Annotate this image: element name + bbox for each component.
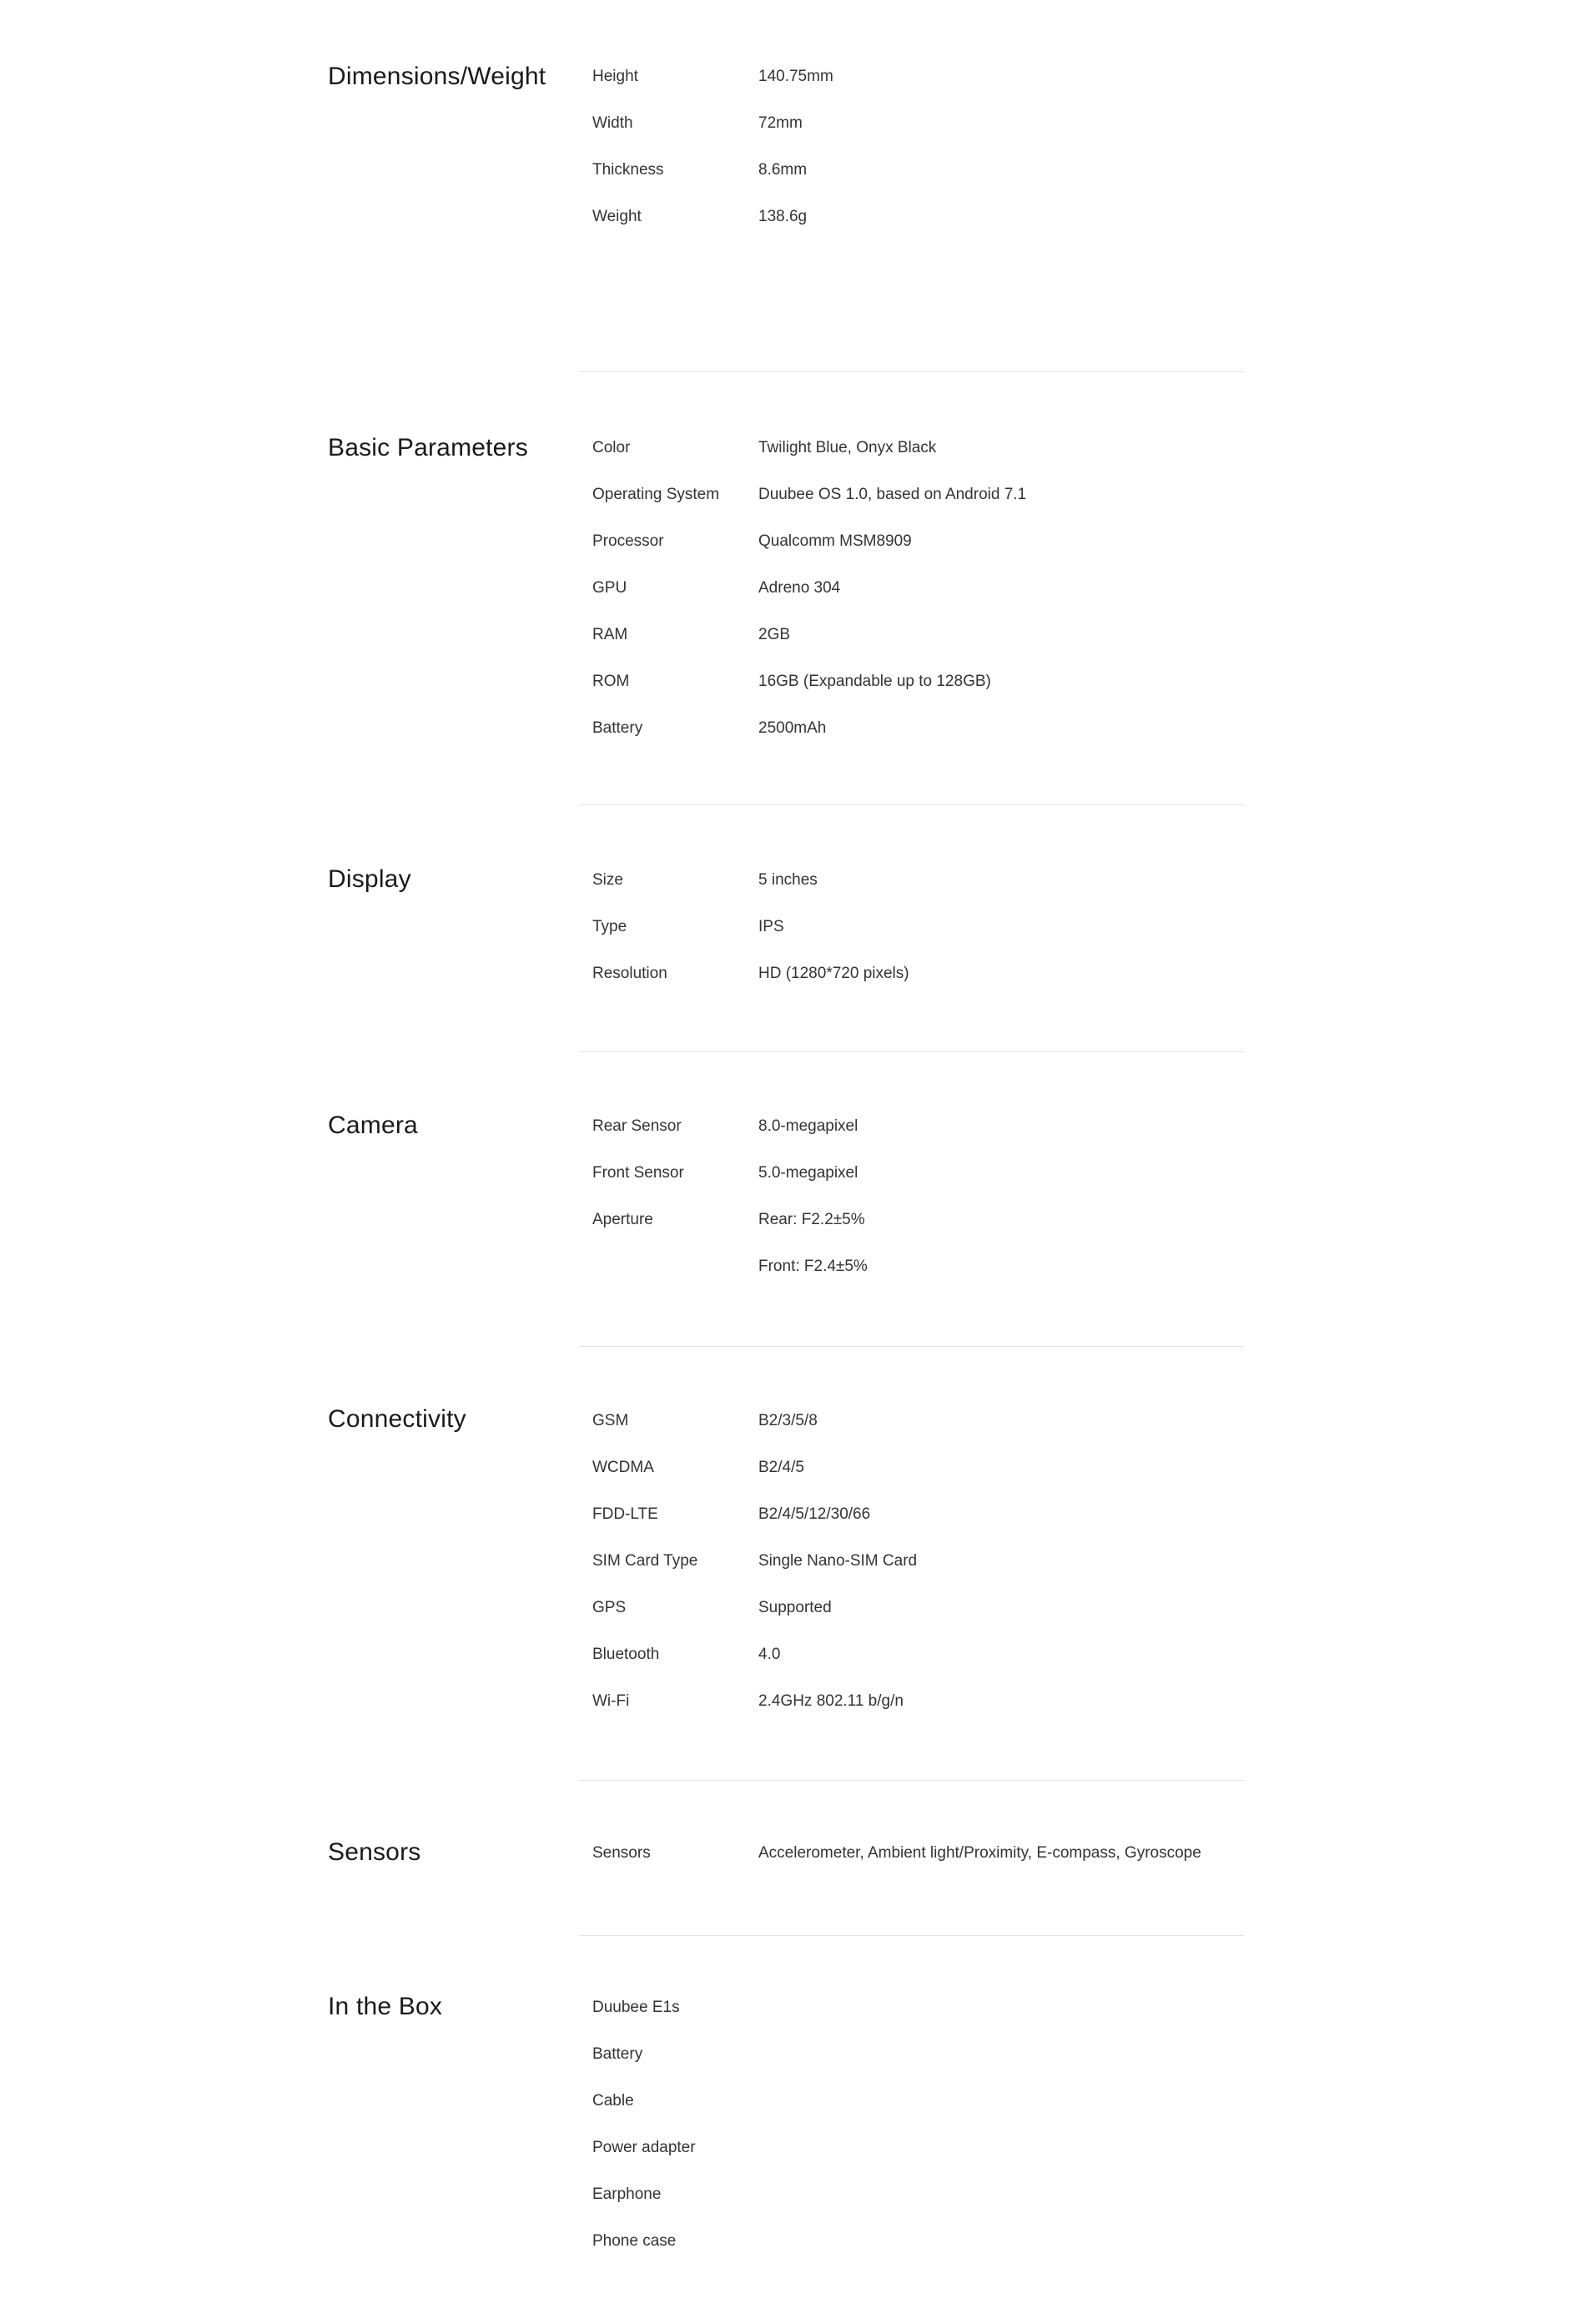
spec-value: IPS bbox=[758, 918, 784, 935]
section-title-dimensions-weight: Dimensions/Weight bbox=[328, 63, 546, 90]
spec-label: Operating System bbox=[592, 486, 720, 503]
spec-label: GSM bbox=[592, 1412, 629, 1429]
spec-value: 4.0 bbox=[758, 1646, 781, 1663]
spec-label: Type bbox=[592, 918, 627, 935]
spec-value: 5.0-megapixel bbox=[758, 1164, 858, 1182]
section-divider bbox=[579, 1780, 1244, 1781]
spec-value: Adreno 304 bbox=[758, 579, 841, 597]
spec-label: Wi-Fi bbox=[592, 1692, 630, 1710]
spec-label: GPU bbox=[592, 579, 627, 597]
spec-label: Cable bbox=[592, 2092, 634, 2110]
spec-value: B2/4/5/12/30/66 bbox=[758, 1505, 871, 1523]
section-divider bbox=[579, 1346, 1244, 1347]
spec-label: Color bbox=[592, 439, 631, 456]
spec-label: Weight bbox=[592, 208, 642, 225]
spec-value: Front: F2.4±5% bbox=[758, 1258, 868, 1275]
section-title-connectivity: Connectivity bbox=[328, 1405, 466, 1433]
spec-value: 2GB bbox=[758, 626, 791, 643]
spec-value: B2/3/5/8 bbox=[758, 1412, 818, 1429]
section-divider bbox=[579, 804, 1244, 805]
spec-label: Height bbox=[592, 68, 638, 85]
spec-value: Duubee OS 1.0, based on Android 7.1 bbox=[758, 486, 1027, 503]
spec-label: Rear Sensor bbox=[592, 1117, 682, 1135]
spec-label: Duubee E1s bbox=[592, 1999, 680, 2016]
spec-value: 8.0-megapixel bbox=[758, 1117, 858, 1135]
spec-label: Sensors bbox=[592, 1844, 651, 1862]
section-title-display: Display bbox=[328, 865, 411, 893]
spec-value: Qualcomm MSM8909 bbox=[758, 532, 912, 550]
section-title-basic-parameters: Basic Parameters bbox=[328, 434, 528, 461]
spec-value: Supported bbox=[758, 1599, 832, 1616]
spec-label: Earphone bbox=[592, 2185, 662, 2203]
spec-label: FDD-LTE bbox=[592, 1505, 658, 1523]
spec-label: Front Sensor bbox=[592, 1164, 684, 1182]
spec-value: 140.75mm bbox=[758, 68, 833, 85]
spec-label: Battery bbox=[592, 2045, 643, 2063]
spec-value: B2/4/5 bbox=[758, 1459, 804, 1476]
spec-label: GPS bbox=[592, 1599, 627, 1616]
section-divider bbox=[579, 1935, 1244, 1936]
spec-value: 72mm bbox=[758, 114, 803, 132]
spec-value: 5 inches bbox=[758, 871, 818, 889]
spec-label: Size bbox=[592, 871, 623, 889]
spec-label: Aperture bbox=[592, 1211, 653, 1228]
spec-value: 16GB (Expandable up to 128GB) bbox=[758, 673, 991, 690]
spec-label: WCDMA bbox=[592, 1459, 654, 1476]
spec-label: RAM bbox=[592, 626, 628, 643]
spec-value: Accelerometer, Ambient light/Proximity, E-compass, Gyroscope bbox=[758, 1844, 1201, 1862]
spec-label: Resolution bbox=[592, 965, 667, 982]
spec-value: Rear: F2.2±5% bbox=[758, 1211, 865, 1228]
spec-label: Phone case bbox=[592, 2232, 677, 2250]
spec-label: Bluetooth bbox=[592, 1646, 660, 1663]
section-title-in-the-box: In the Box bbox=[328, 1993, 443, 2020]
spec-value: Single Nano-SIM Card bbox=[758, 1552, 918, 1570]
spec-value: Twilight Blue, Onyx Black bbox=[758, 439, 937, 456]
spec-label: Processor bbox=[592, 532, 664, 550]
spec-value: 2.4GHz 802.11 b/g/n bbox=[758, 1692, 904, 1710]
section-title-camera: Camera bbox=[328, 1112, 418, 1139]
spec-value: 138.6g bbox=[758, 208, 808, 225]
section-divider bbox=[579, 1051, 1244, 1052]
spec-label: Width bbox=[592, 114, 633, 132]
spec-label: SIM Card Type bbox=[592, 1552, 698, 1570]
section-divider bbox=[579, 371, 1244, 372]
spec-label: Power adapter bbox=[592, 2139, 696, 2156]
spec-value: 8.6mm bbox=[758, 161, 808, 179]
spec-label: ROM bbox=[592, 673, 630, 690]
section-title-sensors: Sensors bbox=[328, 1838, 421, 1866]
spec-label: Thickness bbox=[592, 161, 664, 179]
spec-value: 2500mAh bbox=[758, 719, 827, 737]
spec-value: HD (1280*720 pixels) bbox=[758, 965, 909, 982]
spec-label: Battery bbox=[592, 719, 643, 737]
